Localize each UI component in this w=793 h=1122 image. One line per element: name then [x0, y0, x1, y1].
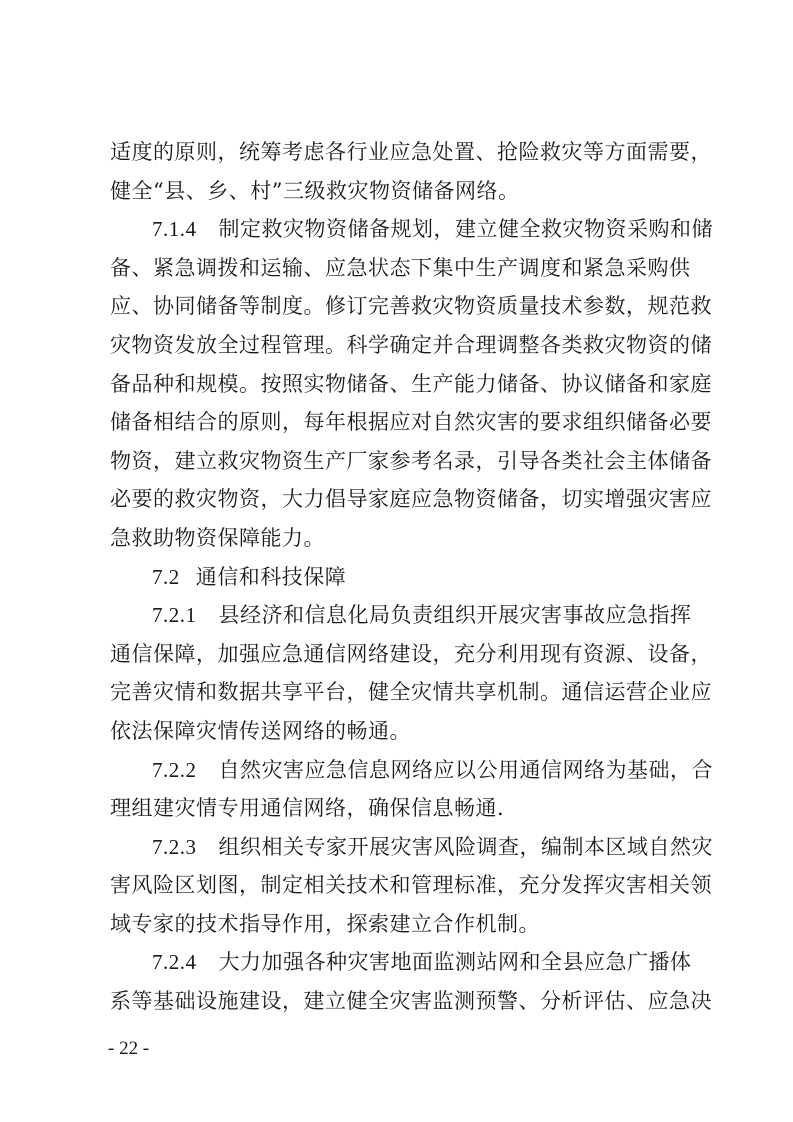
line-text: 制定救灾物资储备规划，建立健全救灾物资采购和储	[218, 217, 713, 242]
line-text: 备品种和规模。按照实物储备、生产能力储备、协议储备和家庭	[110, 371, 712, 396]
line-text: 完善灾情和数据共享平台，健全灾情共享机制。通信运营企业应	[110, 680, 712, 705]
line-text: 应、协同储备等制度。修订完善救灾物资质量技术参数，规范救	[110, 294, 712, 319]
line-text: 物资，建立救灾物资生产厂家参考名录，引导各类社会主体储备	[110, 448, 712, 473]
clause-number: 7.1.4	[152, 217, 197, 242]
line-text: 理组建灾情专用通信网络，确保信息畅通.	[110, 796, 505, 821]
line-text: 害风险区划图，制定相关技术和管理标准，充分发挥灾害相关领	[110, 873, 712, 898]
line-text: 灾物资发放全过程管理。科学确定并合理调整各类救灾物资的储	[110, 332, 712, 357]
text-line	[110, 673, 712, 712]
text-line	[110, 172, 690, 211]
text-line	[110, 210, 713, 249]
text-line	[110, 287, 712, 326]
document-body	[110, 133, 713, 1021]
paragraph	[110, 943, 712, 1020]
line-text: 县经济和信息化局负责组织开展灾害事故应急指挥	[218, 603, 692, 628]
line-text: 域专家的技术指导作用，探索建立合作机制。	[110, 911, 540, 936]
text-line	[110, 751, 713, 790]
text-line	[110, 596, 690, 635]
line-text: 通信和科技保障	[195, 564, 347, 589]
clause-number: 7.2.1	[152, 603, 197, 628]
text-line	[110, 326, 712, 365]
clause-number: 7.2.3	[152, 834, 197, 859]
line-text: 急救助物资保障能力。	[110, 525, 325, 550]
clause-number: 7.2.2	[152, 757, 197, 782]
text-line	[110, 635, 712, 674]
text-line	[110, 866, 712, 905]
text-line	[110, 712, 690, 751]
paragraph	[110, 133, 712, 210]
page-number: - 22 -	[108, 1038, 150, 1059]
clause-number: 7.2.4	[152, 950, 197, 975]
text-line	[110, 442, 712, 481]
text-line	[110, 905, 690, 944]
paragraph	[110, 828, 713, 944]
section-heading	[110, 558, 690, 597]
line-text: 储备相结合的原则，每年根据应对自然灾害的要求组织储备必要	[110, 410, 712, 435]
text-line	[110, 249, 690, 288]
line-text: 必要的救灾物资，大力倡导家庭应急物资储备，切实增强灾害应	[110, 487, 712, 512]
text-line	[110, 403, 712, 442]
paragraph	[110, 596, 712, 750]
text-line	[110, 133, 712, 172]
text-line	[110, 519, 690, 558]
line-text: 大力加强各种灾害地面监测站网和全县应急广播体	[218, 950, 692, 975]
line-text: 依法保障灾情传送网络的畅通。	[110, 718, 411, 743]
text-line	[110, 558, 690, 597]
text-line	[110, 982, 712, 1021]
text-line	[110, 480, 712, 519]
text-line	[110, 365, 712, 404]
text-line	[110, 828, 713, 867]
line-text: 组织相关专家开展灾害风险调查，编制本区域自然灾	[218, 834, 713, 859]
paragraph	[110, 210, 713, 557]
clause-number: 7.2	[152, 564, 180, 589]
paragraph	[110, 751, 713, 828]
text-line	[110, 943, 690, 982]
text-line	[110, 789, 690, 828]
line-text: 系等基础设施建设，建立健全灾害监测预警、分析评估、应急决	[110, 989, 712, 1014]
line-text: 备、紧急调拨和运输、应急状态下集中生产调度和紧急采购供	[110, 255, 691, 280]
line-text: 通信保障，加强应急通信网络建设，充分利用现有资源、设备，	[110, 641, 712, 666]
line-text: 自然灾害应急信息网络应以公用通信网络为基础，合	[218, 757, 713, 782]
line-text: 适度的原则，统筹考虑各行业应急处置、抢险救灾等方面需要，	[110, 140, 712, 164]
line-text: 健全“县、乡、村”三级救灾物资储备网络。	[110, 178, 520, 203]
